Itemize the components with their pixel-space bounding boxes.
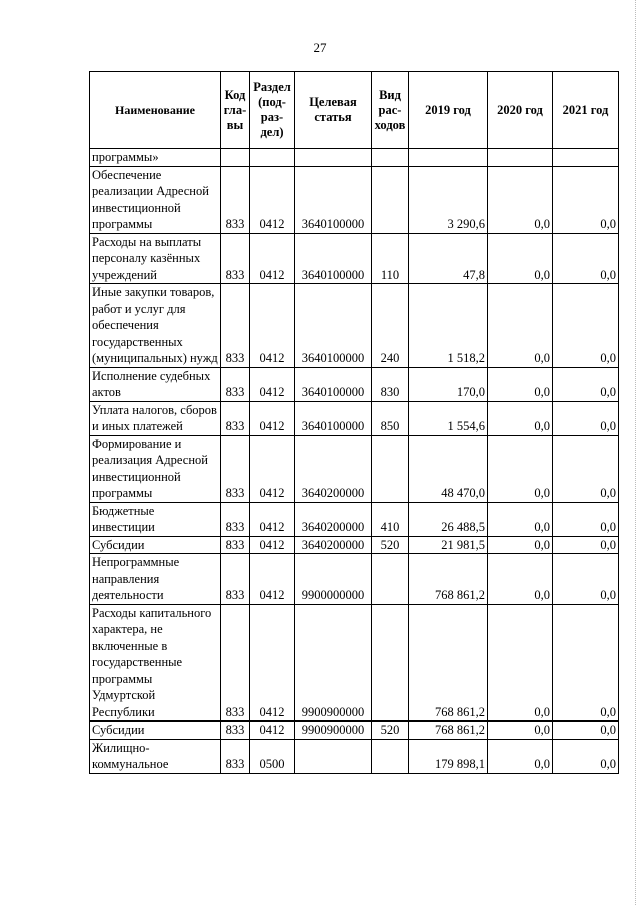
row-name: Расходы капитального характера, не включенные в государственные программы Удмуртской Республики (90, 604, 221, 721)
table-row (90, 149, 619, 167)
row-expense (372, 149, 409, 167)
row-chapter: 833 (221, 367, 250, 401)
row-name: Иные закупки товаров, работ и услуг для обеспечения государственных (муниципальных) нужд (90, 284, 221, 368)
row-target: 9900900000 (295, 604, 372, 721)
row-expense (372, 435, 409, 502)
row-name: Расходы на выплаты персоналу казённых учреждений (90, 233, 221, 284)
row-chapter: 833 (221, 536, 250, 554)
row-2019: 48 470,0 (409, 435, 488, 502)
header-target: Целевая статья (295, 72, 372, 149)
row-2020: 0,0 (488, 435, 553, 502)
row-target: 9900900000 (295, 721, 372, 739)
row-chapter: 833 (221, 721, 250, 739)
row-expense: 850 (372, 401, 409, 435)
row-2021 (553, 149, 619, 167)
row-name: Уплата налогов, сборов и иных платежей (90, 401, 221, 435)
row-target: 3640100000 (295, 284, 372, 368)
row-name: Жилищно- коммунальное (90, 739, 221, 773)
row-target: 3640100000 (295, 166, 372, 233)
table-header-row (90, 72, 619, 149)
row-target (295, 149, 372, 167)
row-target: 3640100000 (295, 367, 372, 401)
row-2021: 0,0 (553, 367, 619, 401)
row-2019: 21 981,5 (409, 536, 488, 554)
header-2019: 2019 год (409, 72, 488, 149)
budget-table (89, 71, 619, 774)
row-name: Непрограммные направления деятельности (90, 554, 221, 605)
table-row (90, 166, 619, 233)
row-chapter: 833 (221, 166, 250, 233)
row-2021: 0,0 (553, 604, 619, 721)
row-chapter (221, 149, 250, 167)
row-target: 9900000000 (295, 554, 372, 605)
header-2021: 2021 год (553, 72, 619, 149)
row-expense: 240 (372, 284, 409, 368)
row-2021: 0,0 (553, 284, 619, 368)
header-2020: 2020 год (488, 72, 553, 149)
table-row (90, 604, 619, 721)
row-2019: 768 861,2 (409, 604, 488, 721)
row-2020: 0,0 (488, 604, 553, 721)
row-2021: 0,0 (553, 435, 619, 502)
row-2019: 768 861,2 (409, 554, 488, 605)
row-2020: 0,0 (488, 367, 553, 401)
row-2021: 0,0 (553, 233, 619, 284)
row-2021: 0,0 (553, 502, 619, 536)
table-row (90, 435, 619, 502)
row-target: 3640200000 (295, 502, 372, 536)
table-row (90, 233, 619, 284)
row-2020: 0,0 (488, 502, 553, 536)
row-2019: 26 488,5 (409, 502, 488, 536)
table-row (90, 554, 619, 605)
row-chapter: 833 (221, 401, 250, 435)
row-target (295, 739, 372, 773)
table-row (90, 367, 619, 401)
row-section: 0412 (250, 435, 295, 502)
row-2019: 3 290,6 (409, 166, 488, 233)
row-chapter: 833 (221, 739, 250, 773)
page-number: 27 (313, 40, 327, 55)
header-expense: Вид рас- ходов (372, 72, 409, 149)
row-expense: 520 (372, 721, 409, 739)
row-name: Обеспечение реализации Адресной инвестиционной программы (90, 166, 221, 233)
row-2020: 0,0 (488, 554, 553, 605)
row-2019: 1 518,2 (409, 284, 488, 368)
header-name: Наименование (90, 72, 221, 149)
row-name: Бюджетные инвестиции (90, 502, 221, 536)
row-2021: 0,0 (553, 166, 619, 233)
table-row (90, 502, 619, 536)
row-expense: 110 (372, 233, 409, 284)
row-section: 0412 (250, 284, 295, 368)
row-target: 3640100000 (295, 401, 372, 435)
row-chapter: 833 (221, 435, 250, 502)
row-target: 3640200000 (295, 435, 372, 502)
row-expense (372, 554, 409, 605)
row-2019: 170,0 (409, 367, 488, 401)
row-section: 0412 (250, 401, 295, 435)
row-name: Формирование и реализация Адресной инвестиционной программы (90, 435, 221, 502)
row-2021: 0,0 (553, 401, 619, 435)
row-2019: 1 554,6 (409, 401, 488, 435)
header-section: Раздел (под- раз- дел) (250, 72, 295, 149)
row-name: Субсидии (90, 536, 221, 554)
row-section: 0412 (250, 502, 295, 536)
row-2020: 0,0 (488, 284, 553, 368)
row-chapter: 833 (221, 604, 250, 721)
table-row (90, 721, 619, 739)
row-expense (372, 604, 409, 721)
row-2019: 768 861,2 (409, 721, 488, 739)
row-2021: 0,0 (553, 739, 619, 773)
row-2020: 0,0 (488, 166, 553, 233)
row-2020: 0,0 (488, 233, 553, 284)
row-name: Исполнение судебных актов (90, 367, 221, 401)
row-section: 0412 (250, 367, 295, 401)
row-2019: 179 898,1 (409, 739, 488, 773)
row-chapter: 833 (221, 284, 250, 368)
page-edge-line (635, 0, 636, 905)
table-row (90, 401, 619, 435)
row-2021: 0,0 (553, 721, 619, 739)
row-expense (372, 739, 409, 773)
row-2020: 0,0 (488, 739, 553, 773)
row-chapter: 833 (221, 554, 250, 605)
row-expense: 410 (372, 502, 409, 536)
row-2019: 47,8 (409, 233, 488, 284)
row-section: 0412 (250, 233, 295, 284)
row-2020: 0,0 (488, 721, 553, 739)
row-section: 0412 (250, 536, 295, 554)
row-section: 0412 (250, 166, 295, 233)
row-2020 (488, 149, 553, 167)
row-section: 0412 (250, 721, 295, 739)
table-row (90, 739, 619, 773)
row-chapter: 833 (221, 233, 250, 284)
header-chapter: Код гла- вы (221, 72, 250, 149)
row-expense: 520 (372, 536, 409, 554)
row-target: 3640200000 (295, 536, 372, 554)
row-target: 3640100000 (295, 233, 372, 284)
row-section (250, 149, 295, 167)
row-section: 0412 (250, 554, 295, 605)
row-expense: 830 (372, 367, 409, 401)
row-expense (372, 166, 409, 233)
table-row (90, 284, 619, 368)
row-2020: 0,0 (488, 401, 553, 435)
row-2021: 0,0 (553, 554, 619, 605)
row-chapter: 833 (221, 502, 250, 536)
row-2019 (409, 149, 488, 167)
row-2020: 0,0 (488, 536, 553, 554)
row-2021: 0,0 (553, 536, 619, 554)
table-row (90, 536, 619, 554)
row-section: 0412 (250, 604, 295, 721)
row-name: Субсидии (90, 721, 221, 739)
row-name: программы» (90, 149, 221, 167)
row-section: 0500 (250, 739, 295, 773)
